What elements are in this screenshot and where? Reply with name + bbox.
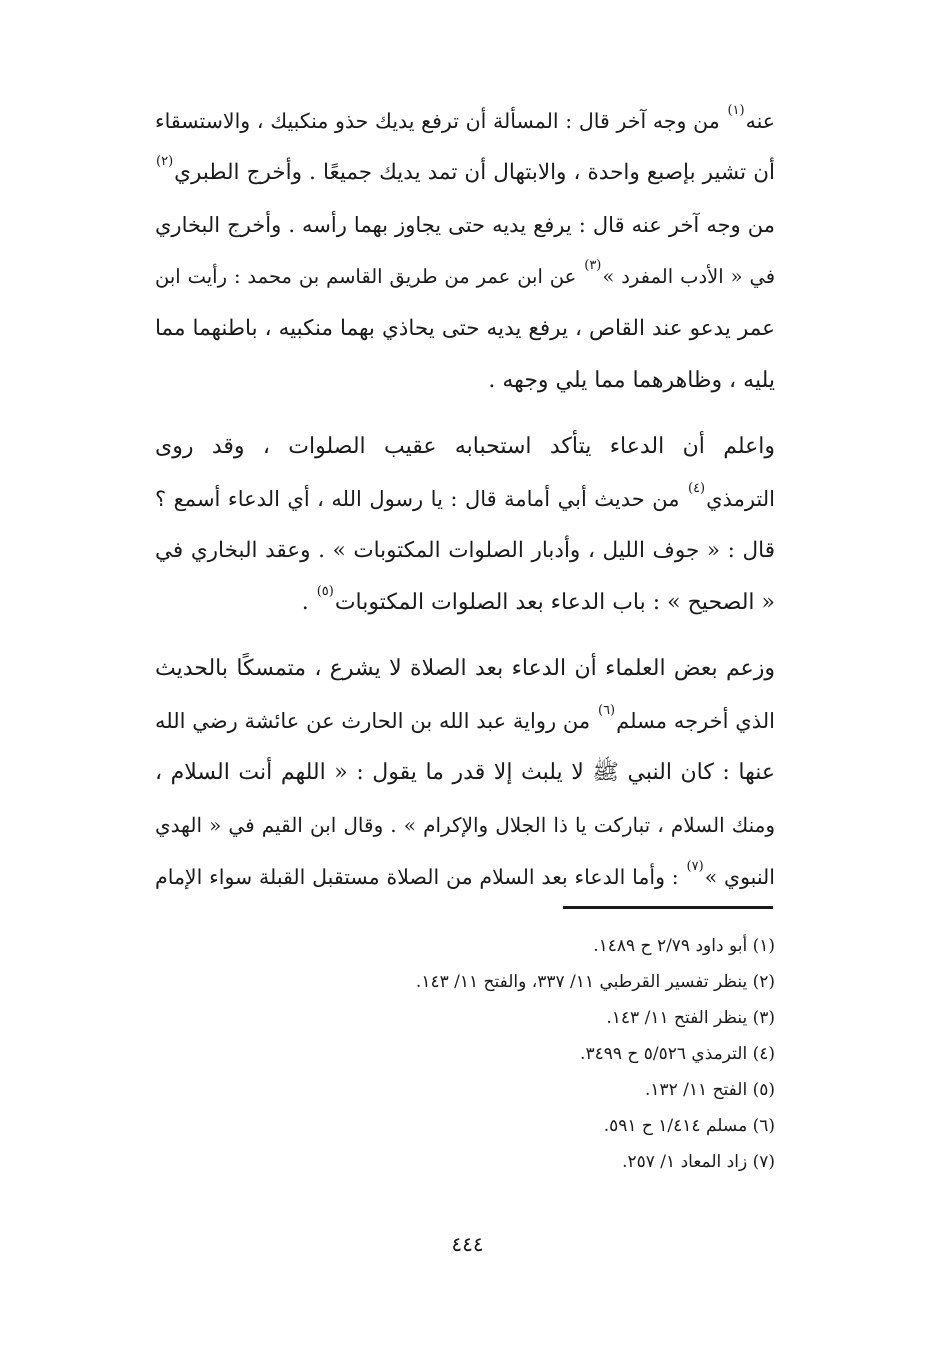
footnote-ref[interactable]: (٥) [316,584,334,599]
text-line: الذي أخرجه مسلم$^{(٦)}$ من رواية عبد الله بن الحارث عن عائشة رضي الله [155,703,775,733]
paragraph-3 [155,643,775,903]
footnote-6: (٦) مسلم ١/٤١٤ ح ٥٩١. [603,1116,775,1136]
text-line: واعلم أن الدعاء يتأكد استحبابه عقيب الصلوات ، وقد روى [155,434,775,459]
footnote-ref[interactable]: (٦) [597,703,616,718]
footnote-2: (٢) ينظر تفسير القرطبي ١١/ ٣٣٧، والفتح ١١/ ١٤٣. [415,972,775,992]
text-line: « الصحيح » : باب الدعاء بعد الصلوات المكتوبات$^{(٥)}$ . [301,584,775,615]
text-line: يليه ، وظاهرهما مما يلي وجهه . [488,368,775,393]
text-line: عنها : كان النبي ﷺ لا يلبث إلا قدر ما يقول : « اللهم أنت السلام ، [155,760,775,785]
footnote-ref[interactable]: (٢) [156,154,174,169]
footnote-1: (١) أبو داود ٢/٧٩ ح ١٤٨٩. [593,936,775,956]
text-line: قال : « جوف الليل ، وأدبار الصلوات المكتوبات » . وعقد البخاري في [155,538,775,563]
paragraph-1 [155,95,775,407]
footnote-5: (٥) الفتح ١١/ ١٣٢. [644,1080,775,1100]
footnote-ref[interactable]: (٤) [687,481,706,496]
footnote-divider [563,906,773,909]
text-line: عمر يدعو عند القاص ، يرفع يديه حتى يحاذي بهما منكبيه ، باطنهما مما [155,316,775,341]
text-line: أن تشير بإصبع واحدة ، والابتهال أن تمد يديك جميعًا . وأخرج الطبري$^{(٢)}$ [156,154,775,185]
text-line: النبوي »$^{(٧)}$ : وأما الدعاء بعد السلام من الصلاة مستقبل القبلة سواء الإمام [155,859,775,889]
text-line: وزعم بعض العلماء أن الدعاء بعد الصلاة لا يشرع ، متمسكًا بالحديث [155,656,775,681]
text-line: في « الأدب المفرد »$^{(٣)}$ عن ابن عمر من طريق القاسم بن محمد : رأيت ابن [155,258,776,288]
page-number: ٤٤٤ [451,1232,484,1256]
footnote-ref[interactable]: (١) [727,103,745,118]
footnotes-list [155,928,775,1180]
footnote-3: (٣) ينظر الفتح ١١/ ١٤٣. [606,1008,775,1028]
text-line: عنه$^{(١)}$ من وجه آخر قال : المسألة أن ترفع يديك حذو منكبيك ، والاستسقاء [155,103,775,133]
text-line: الترمذي$^{(٤)}$ من حديث أبي أمامة قال : يا رسول الله ، أي الدعاء أسمع ؟ [155,481,775,511]
footnote-ref[interactable]: (٣) [584,258,602,273]
footnote-ref[interactable]: (٧) [686,859,704,874]
text-line: من وجه آخر عنه قال : يرفع يديه حتى يجاوز بهما رأسه . وأخرج البخاري [155,213,775,237]
text-line: ومنك السلام ، تباركت يا ذا الجلال والإكرام » . وقال ابن القيم في « الهدي [155,813,775,837]
footnote-7: (٧) زاد المعاد ١/ ٢٥٧. [622,1152,775,1172]
paragraph-2 [155,421,775,629]
main-text [155,95,775,903]
footnote-4: (٤) الترمذي ٥/٥٢٦ ح ٣٤٩٩. [580,1044,775,1064]
